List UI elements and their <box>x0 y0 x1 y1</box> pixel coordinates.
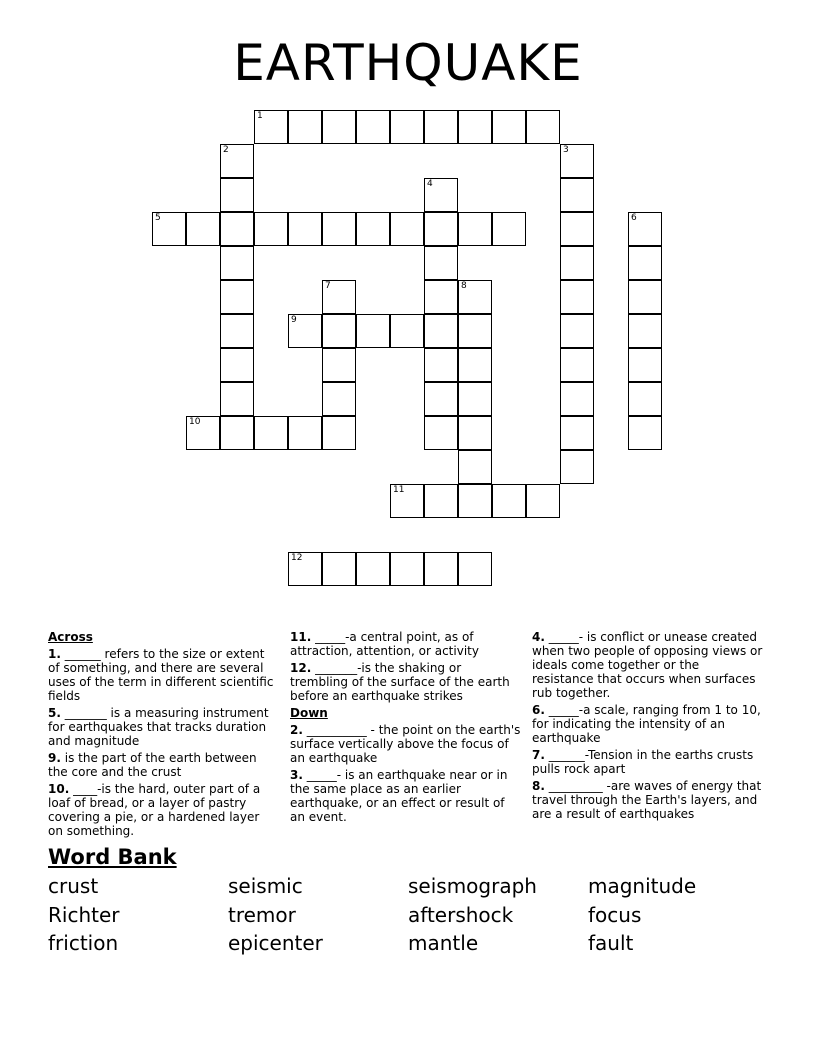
clue-number: 12 <box>291 553 303 563</box>
crossword-cell[interactable] <box>390 484 424 518</box>
word-bank-item: magnitude <box>588 874 697 898</box>
crossword-cell[interactable] <box>186 416 220 450</box>
crossword-cell[interactable] <box>424 382 458 416</box>
crossword-cell[interactable] <box>424 110 458 144</box>
clue-number: 7 <box>325 281 331 291</box>
crossword-cell[interactable] <box>356 110 390 144</box>
crossword-cell[interactable] <box>458 382 492 416</box>
word-bank-title: Word Bank <box>48 845 177 869</box>
crossword-cell[interactable] <box>390 212 424 246</box>
crossword-cell[interactable] <box>356 552 390 586</box>
crossword-cell[interactable] <box>424 416 458 450</box>
clue-number: 6 <box>631 213 637 223</box>
crossword-cell[interactable] <box>220 280 254 314</box>
crossword-cell[interactable] <box>254 212 288 246</box>
crossword-cell[interactable] <box>424 212 458 246</box>
crossword-cell[interactable] <box>628 212 662 246</box>
across-header: Across <box>48 630 93 644</box>
crossword-cell[interactable] <box>424 348 458 382</box>
crossword-cell[interactable] <box>458 450 492 484</box>
crossword-cell[interactable] <box>390 552 424 586</box>
word-bank-item: fault <box>588 931 634 955</box>
clue-across-10: 10. ____-is the hard, outer part of a loaf of bread, or a layer of pastry covering a pie, or a hardened layer on something. <box>48 782 261 838</box>
crossword-cell[interactable] <box>628 348 662 382</box>
crossword-cell[interactable] <box>560 348 594 382</box>
word-bank-item: friction <box>48 931 119 955</box>
crossword-cell[interactable] <box>424 246 458 280</box>
word-bank-item: seismic <box>228 874 303 898</box>
crossword-cell[interactable] <box>458 416 492 450</box>
crossword-cell[interactable] <box>220 382 254 416</box>
crossword-cell[interactable] <box>628 280 662 314</box>
crossword-cell[interactable] <box>492 110 526 144</box>
word-bank-item: epicenter <box>228 931 323 955</box>
clue-number: 4 <box>427 179 433 189</box>
crossword-cell[interactable] <box>322 110 356 144</box>
clue-number: 8 <box>461 281 467 291</box>
clue-down-8: 8. _________ -are waves of energy that travel through the Earth's layers, and are a result of earthquakes <box>532 779 762 821</box>
crossword-cell[interactable] <box>424 484 458 518</box>
crossword-cell[interactable] <box>458 314 492 348</box>
crossword-cell[interactable] <box>628 246 662 280</box>
crossword-cell[interactable] <box>288 552 322 586</box>
crossword-cell[interactable] <box>390 314 424 348</box>
crossword-cell[interactable] <box>458 552 492 586</box>
crossword-cell[interactable] <box>526 110 560 144</box>
crossword-cell[interactable] <box>628 314 662 348</box>
crossword-cell[interactable] <box>560 212 594 246</box>
clues-column-1 <box>48 630 278 841</box>
crossword-cell[interactable] <box>424 552 458 586</box>
crossword-cell[interactable] <box>560 280 594 314</box>
clues-column-2 <box>290 630 522 827</box>
crossword-cell[interactable] <box>152 212 186 246</box>
word-bank-item: tremor <box>228 903 296 927</box>
crossword-cell[interactable] <box>560 144 594 178</box>
crossword-cell[interactable] <box>492 212 526 246</box>
crossword-cell[interactable] <box>322 552 356 586</box>
crossword-cell[interactable] <box>220 144 254 178</box>
word-bank-item: seismograph <box>408 874 537 898</box>
word-bank-item: focus <box>588 903 642 927</box>
crossword-cell[interactable] <box>458 348 492 382</box>
crossword-cell[interactable] <box>560 246 594 280</box>
crossword-cell[interactable] <box>220 212 254 246</box>
crossword-cell[interactable] <box>560 178 594 212</box>
crossword-cell[interactable] <box>288 314 322 348</box>
clue-number: 2 <box>223 145 229 155</box>
clue-across-12: 12. _______-is the shaking or trembling of the surface of the earth before an earthquake strikes <box>290 661 510 703</box>
crossword-cell[interactable] <box>560 382 594 416</box>
crossword-cell[interactable] <box>288 416 322 450</box>
crossword-cell[interactable] <box>458 484 492 518</box>
crossword-cell[interactable] <box>424 280 458 314</box>
crossword-cell[interactable] <box>220 314 254 348</box>
crossword-cell[interactable] <box>628 382 662 416</box>
clue-down-7: 7. ______-Tension in the earths crusts pulls rock apart <box>532 748 754 776</box>
clue-across-11: 11. _____-a central point, as of attraction, attention, or activity <box>290 630 479 658</box>
word-bank-item: Richter <box>48 903 120 927</box>
crossword-cell[interactable] <box>288 110 322 144</box>
clue-down-4: 4. _____- is conflict or unease created when two people of opposing views or ideals come together or the resistance that occurs when surfaces rub together. <box>532 630 763 700</box>
puzzle-title: EARTHQUAKE <box>233 34 583 92</box>
crossword-cell[interactable] <box>322 348 356 382</box>
down-header: Down <box>290 706 328 720</box>
crossword-cell[interactable] <box>560 314 594 348</box>
crossword-cell[interactable] <box>424 314 458 348</box>
clue-number: 1 <box>257 111 263 121</box>
crossword-cell[interactable] <box>560 416 594 450</box>
crossword-cell[interactable] <box>220 348 254 382</box>
word-bank-item: mantle <box>408 931 479 955</box>
crossword-cell[interactable] <box>220 178 254 212</box>
crossword-cell[interactable] <box>390 110 424 144</box>
crossword-cell[interactable] <box>356 314 390 348</box>
crossword-cell[interactable] <box>458 212 492 246</box>
clue-across-5: 5. _______ is a measuring instrument for earthquakes that tracks duration and magnitude <box>48 706 269 748</box>
crossword-cell[interactable] <box>458 110 492 144</box>
clue-number: 11 <box>393 485 405 495</box>
crossword-cell[interactable] <box>322 382 356 416</box>
crossword-cell[interactable] <box>458 280 492 314</box>
clue-down-6: 6. _____-a scale, ranging from 1 to 10, for indicating the intensity of an earthquake <box>532 703 761 745</box>
crossword-cell[interactable] <box>492 484 526 518</box>
crossword-cell[interactable] <box>322 314 356 348</box>
crossword-cell[interactable] <box>254 110 288 144</box>
clue-number: 9 <box>291 315 297 325</box>
crossword-cell[interactable] <box>186 212 220 246</box>
word-bank-item: aftershock <box>408 903 514 927</box>
clue-number: 3 <box>563 145 569 155</box>
clue-across-9: 9. is the part of the earth between the core and the crust <box>48 751 257 779</box>
clue-across-1: 1. ______ refers to the size or extent of something, and there are several uses of the term in different scientific fields <box>48 647 274 703</box>
crossword-cell[interactable] <box>356 212 390 246</box>
crossword-cell[interactable] <box>220 416 254 450</box>
crossword-cell[interactable] <box>424 178 458 212</box>
crossword-cell[interactable] <box>322 416 356 450</box>
crossword-cell[interactable] <box>322 280 356 314</box>
clue-number: 5 <box>155 213 161 223</box>
crossword-cell[interactable] <box>526 484 560 518</box>
crossword-cell[interactable] <box>254 416 288 450</box>
word-bank-item: crust <box>48 874 99 898</box>
crossword-cell[interactable] <box>220 246 254 280</box>
crossword-cell[interactable] <box>560 450 594 484</box>
clue-down-3: 3. _____- is an earthquake near or in the same place as an earlier earthquake, or an effect or result of an event. <box>290 768 508 824</box>
crossword-cell[interactable] <box>288 212 322 246</box>
crossword-cell[interactable] <box>322 212 356 246</box>
clues-column-3 <box>532 630 764 824</box>
clue-down-2: 2. __________ - the point on the earth's surface vertically above the focus of an earthquake <box>290 723 521 765</box>
clue-number: 10 <box>189 417 201 427</box>
crossword-cell[interactable] <box>628 416 662 450</box>
